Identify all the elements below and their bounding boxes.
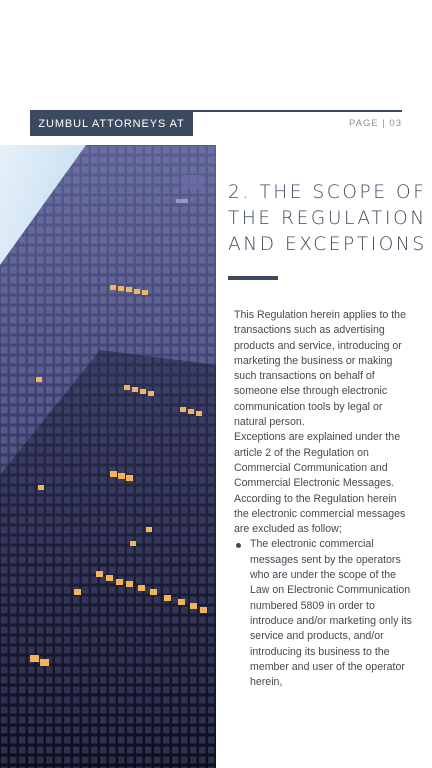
section-title-line: THE REGULATION: [228, 208, 427, 229]
skyscraper-photo: [0, 145, 216, 768]
section-title: [228, 180, 428, 258]
section-title-line: AND EXCEPTIONS: [228, 234, 427, 255]
page-number: PAGE | 03: [348, 118, 402, 129]
firm-name-banner: ZUMBUL ATTORNEYS AT: [30, 112, 193, 136]
body-paragraph: Exceptions are explained under the article 2 of the Regulation on Commercial Communication and Commercial Electronic Messages.: [234, 431, 401, 490]
title-accent-rule: [228, 276, 278, 280]
body-paragraph: According to the Regulation herein the electronic commercial messages are excluded as follow;: [234, 492, 406, 536]
body-paragraph: This Regulation herein applies to the transactions such as advertising products and service, introducing or marketing the business or making such transactions on behalf of someone else through electronic communication tools by legal or natural person.: [234, 309, 406, 429]
exclusion-list: [234, 537, 414, 690]
section-title-line: 2. THE SCOPE OF: [228, 182, 427, 203]
list-item: The electronic commercial messages sent by the operators who are under the scope of the Law on Electronic Communication numbered 5809 in order to introduce and/or marketing only its service and products, and/or introducing its business to the member and user of the operator herein,: [234, 537, 414, 690]
section-body: [234, 308, 414, 690]
